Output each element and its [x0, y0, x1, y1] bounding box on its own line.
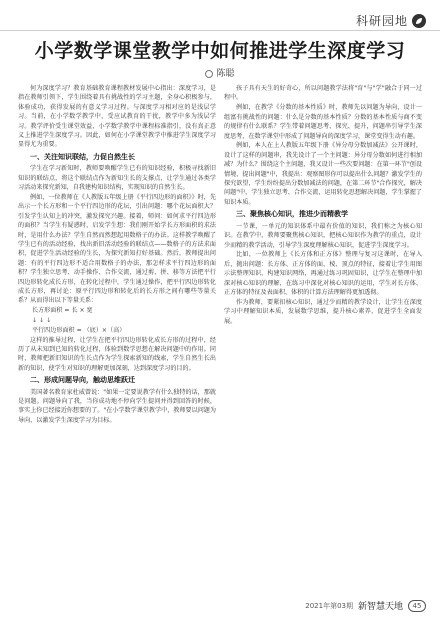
formula-line: 平行四边形面积 = （底）×（高） — [32, 326, 126, 334]
leaf-icon — [412, 14, 426, 28]
right-column — [224, 84, 422, 327]
section-header — [356, 12, 426, 29]
journal-name: 新智慧天地 — [357, 602, 403, 612]
paragraph: 何为深度学习？教育基础教育课程教材发展中心指出：深度学习，是指在教师引领下，学生围绕着具有挑战性的学习主题，全身心积极参与，体验成功，获得发展的有意义学习过程。与深度学习相对应的是浅层学习。当前，在小学数学教学中，受应试教育的干扰，教学中多为浅层学习。教学评价受生课堂效益，小学数学教学中课程标准指引，没有真正意义上推进学生深度学习。因此，如何在小学课堂教学中推进学生深度学习显得尤为重要。 — [18, 85, 216, 149]
paragraph: 比如，一位教师上《长方体和正方体》整理与复习这课时，在导入后，抛出问题：长方体、正方体的面、棱、顶点的特征，接着让学生用图示法整理知识，构建知识网络，再通过练习巩固知识，让学生在整理中加深对核心知识的理解，在练习中深化对核心知识的运用，学生对长方体、正方体的特征及表面积、体积的计算方法理解得更加透彻。 — [224, 251, 422, 297]
paragraph: 这样的推导过程，让学生在把平行四边形转化成长方形的过程中，经历了从未知到已知的转化过程，体验到数学思想在解决问题中的作用。同时，教师把新旧知识的生长点作为学生探索新知的线索，学生自然生长出新的知识，使学生对知识的理解更加深刻，达到深度学习的目的。 — [18, 336, 216, 372]
paragraph: 学生在学习新知时，教师要唤醒学生已有的知识经验，积极寻找新旧知识的联结点，将这个联结点作为新知生长的支撑点，让学生通过各类学习活动来探究新知，自我建构知识结构，实现知识的自然生长。 — [18, 165, 216, 192]
paragraph: 例如，一位教师在《人教版五年级上册《平行四边形的面积》》时，先出示一个长方形和一个平行四边形的花坛，引出问题：哪个花坛面积大？引发学生认知上的冲突，激发探究兴趣。接着，师问：如何求平行四边形的面积？当学生有疑惑时，启发学生想：我们刚开始学长方形面积的求法时，是用什么办法？学生自然而然想起用数格子的办法。这样教学唤醒了学生已有的活动经验，找出新旧活动经验的联结点——数格子的方法求面积，促进学生活动经验的生长，为探究新知打好基础。然后，教师提出问题：有的平行四边形不适合用数格子的办法，那怎样求平行四边形的面积？学生独立思考、动手操作、合作交流，通过剪、拼、移等方法把平行四边形转化成长方形，在转化过程中，学生通过操作，把平行四边形转化成长方形，再讨论：原平行四边形和转化后的长方形之间有哪些等量关系？从而得出以下等量关系： — [18, 193, 216, 305]
paragraph: 作为教师，要紧扣核心知识，通过少而精的教学设计，让学生在深度学习中理解知识本质，发展数学思维，提升核心素养，促进学生全面发展。 — [224, 298, 422, 325]
paragraph: 一节课，一单元的知识体系中最有价值的知识，我们称之为核心知识。在教学中，教师要聚焦核心知识，把核心知识作为教学的重点，设计少而精的教学活动，引导学生深度理解核心知识，促进学生深度学习。 — [224, 222, 422, 249]
formula-arrows: ↓ ↓ ↓ — [32, 317, 52, 325]
paragraph: 例如，在教学《分数的基本性质》时，教师先以问题为导向，设计一组富有挑战性的问题：什么是分数的基本性质？分数的基本性质与商不变的规律有什么联系？学生带着问题思考、探究、提升，问题串引导学生深度思考，在数学课堂中形成了问题导向的深度学习，课堂变得生动有趣。 — [224, 104, 422, 140]
page-number: 45 — [408, 600, 426, 612]
section-heading: 一、关注知识联结，力促自然生长 — [30, 152, 135, 161]
section-tag: 科研园地 — [355, 14, 408, 28]
header-rule — [0, 30, 440, 31]
formula-line: 长方形面积 = 长 × 宽 — [32, 307, 93, 315]
author-mark-icon — [205, 70, 213, 78]
paragraph: 孩子具有天生的好奇心，所以问题教学法将"育"与"学"融合于同一过程中。 — [224, 85, 422, 102]
left-column — [18, 84, 216, 426]
issue-label: 2021年第03期 — [305, 601, 353, 610]
article-author — [0, 66, 440, 79]
section-heading: 二、形成问题导向，触动思维跃迁 — [30, 376, 135, 385]
article-title: 小学数学课堂教学中如何推进学生深度学习 — [34, 40, 406, 62]
author-name: 陈聪 — [216, 69, 235, 79]
section-heading: 三、聚焦核心知识，推进少而精教学 — [236, 210, 348, 219]
paragraph: 例如，本人在上人教版五年级下册《异分母分数加减法》公开课时，设计了这样的问题串，我先设计了一个主问题：异分母分数如何进行相加减？为什么？围绕这个主问题，我又设计一些次要问题：在第一环节"创设情境，提出问题"中，我提出：观察图形你可以提出什么问题？激发学生的探究欲望，学生纷纷提出分数加减法的问题，在第二环节"合作探究，解决问题"中，学生独立思考、合作交流，运用转化思想解决问题，学生掌握了知识本质。 — [224, 142, 422, 206]
paragraph: 美国著名教育家杜威曾说："如果一定要说教学有什么独特的话，那就是问题。问题导向了我，当你成功地不停向学生提问并得到回答的时候，事实上你已经接近你想要的了。"在小学数学课堂教学中，教师要以问题为导向，以激发学生深度学习为目标。 — [18, 388, 216, 424]
page-footer — [305, 599, 426, 612]
